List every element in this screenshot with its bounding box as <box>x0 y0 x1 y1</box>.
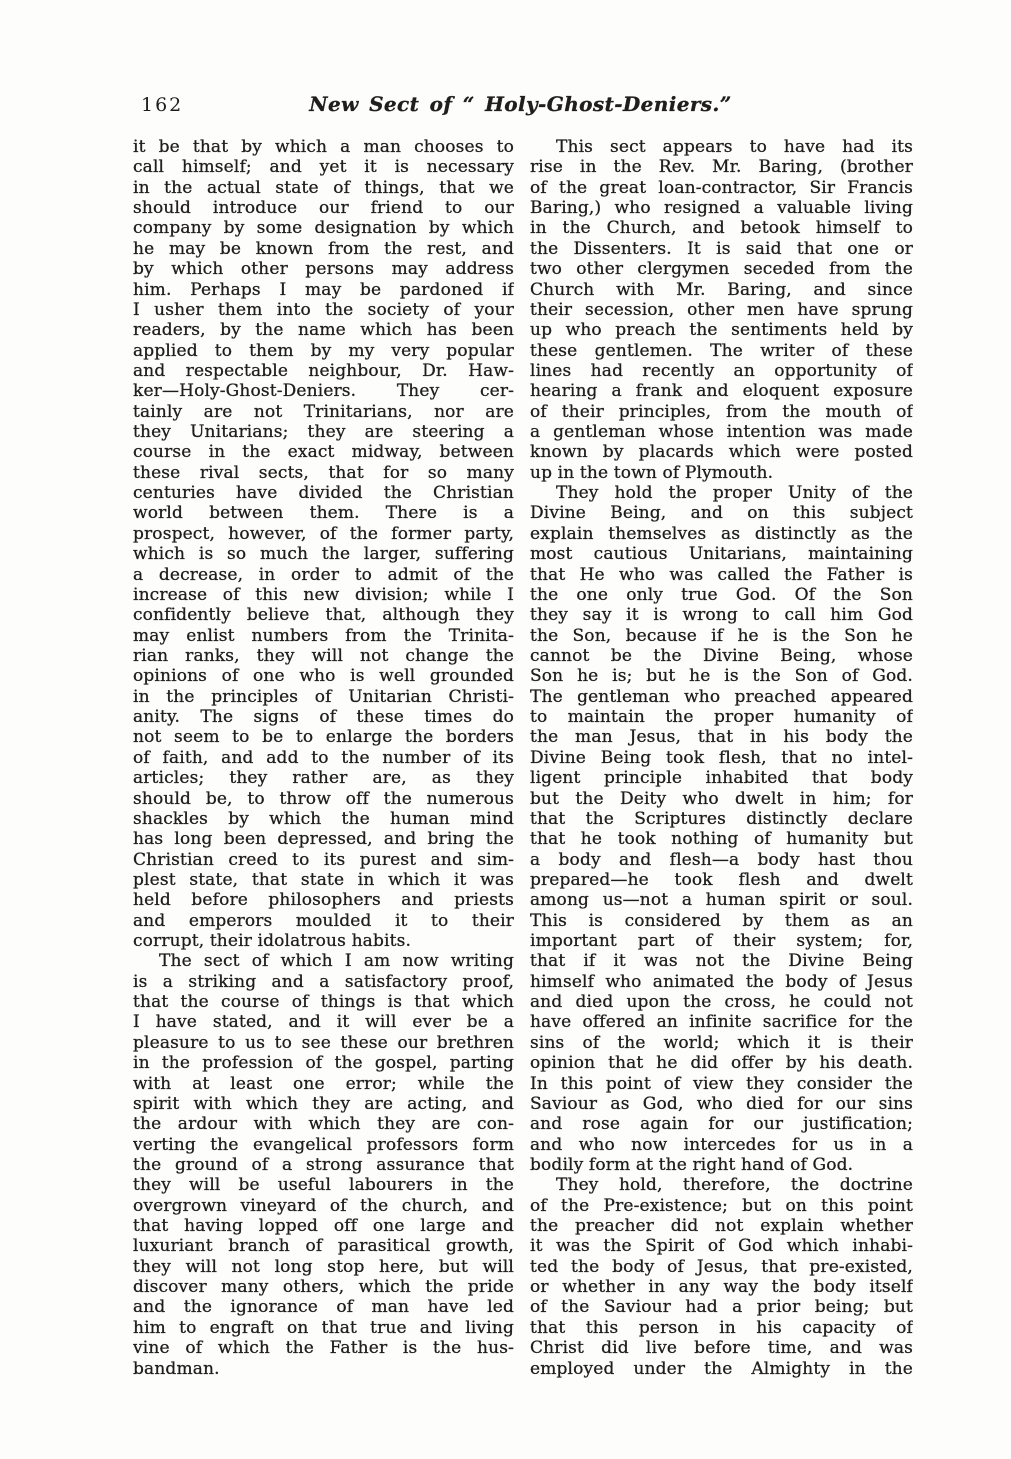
text-line: opinion that he did offer by his death. <box>530 1053 913 1074</box>
text-line: which is so much the larger, suffering <box>133 544 514 565</box>
text-line: the Dissenters. It is said that one or <box>530 238 913 259</box>
text-line: I have stated, and it will ever be a <box>133 1012 514 1033</box>
text-line: rian ranks, they will not change the <box>133 645 514 666</box>
text-line: himself who animated the body of Jesus <box>530 971 913 992</box>
text-line: Son he is; but he is the Son of God. <box>530 666 913 687</box>
text-line: discover many others, which the pride <box>133 1277 514 1298</box>
text-line: that the Scriptures distinctly declare <box>530 808 913 829</box>
text-line: This sect appears to have had its <box>556 137 913 157</box>
text-line: call himself; and yet it is necessary <box>133 157 514 178</box>
text-line: known by placards which were posted <box>530 442 913 463</box>
text-line: have offered an infinite sacrifice for the <box>530 1012 913 1033</box>
text-line: the preacher did not explain whether <box>530 1216 913 1237</box>
text-line: a body and flesh—a body hast thou <box>530 849 913 870</box>
text-line: spirit with which they are acting, and <box>133 1093 514 1114</box>
text-line: In this point of view they consider the <box>530 1073 913 1094</box>
text-line: the Son, because if he is the Son he <box>530 625 913 646</box>
text-line: and died upon the cross, he could not <box>530 992 913 1013</box>
text-line: The gentleman who preached appeared <box>530 686 913 707</box>
text-line: They hold, therefore, the doctrine <box>556 1175 913 1196</box>
column-right <box>530 137 913 1379</box>
text-line: these gentlemen. The writer of these <box>530 340 913 361</box>
text-line: they say it is wrong to call him God <box>530 605 913 626</box>
text-line: Saviour as God, who died for our sins <box>530 1093 913 1114</box>
text-line: should be, to throw off the numerous <box>133 788 514 809</box>
text-line: to maintain the proper humanity of <box>530 707 913 728</box>
text-line: and the ignorance of man have led <box>133 1297 514 1318</box>
text-line: opinions of one who is well grounded <box>133 666 514 687</box>
text-line: shackles by which the human mind <box>133 808 514 829</box>
text-line: confidently believe that, although they <box>133 605 514 626</box>
text-line: the man Jesus, that in his body the <box>530 727 913 748</box>
text-line: Baring,) who resigned a valuable living <box>530 198 913 219</box>
text-line: two other clergymen seceded from the <box>530 259 913 280</box>
text-line: applied to them by my very popular <box>133 340 514 361</box>
text-line: of their principles, from the mouth of <box>530 401 913 422</box>
text-line: they will not long stop here, but will <box>133 1256 514 1277</box>
text-line: plest state, that state in which it was <box>133 869 514 890</box>
text-line: The sect of which I am now writing <box>159 951 514 972</box>
text-line: is a striking and a satisfactory proof, <box>133 971 514 992</box>
page-number: 162 <box>141 94 184 116</box>
text-line: ted the body of Jesus, that pre-existed, <box>530 1256 913 1277</box>
text-line: corrupt, their idolatrous habits. <box>133 931 411 952</box>
text-line: that having lopped off one large and <box>133 1216 514 1237</box>
text-line: tainly are not Trinitarians, nor are <box>133 401 514 422</box>
text-line: a gentleman whose intention was made <box>530 422 913 443</box>
text-line: course in the exact midway, between <box>133 442 514 463</box>
text-line: in the profession of the gospel, parting <box>133 1053 514 1074</box>
text-line: and emperors moulded it to their <box>133 910 514 931</box>
text-line: held before philosophers and priests <box>133 890 514 911</box>
text-line: their secession, other men have sprung <box>530 299 913 320</box>
text-line: with at least one error; while the <box>133 1073 514 1094</box>
text-line: centuries have divided the Christian <box>133 483 514 504</box>
text-line: in the principles of Unitarian Christi- <box>133 686 514 707</box>
text-line: he may be known from the rest, and <box>133 238 514 259</box>
text-line: that the course of things is that which <box>133 992 514 1013</box>
page-title: New Sect of “ Holy-Ghost-Deniers.” <box>309 92 732 116</box>
text-line: a decrease, in order to admit of the <box>133 564 514 585</box>
text-line: it was the Spirit of God which inhabi- <box>530 1236 913 1257</box>
text-line: in the Church, and betook himself to <box>530 218 913 239</box>
text-line: that He who was called the Father is <box>530 564 913 585</box>
text-line: lines had recently an opportunity of <box>530 360 913 381</box>
text-line: of the Saviour had a prior being; but <box>530 1297 913 1318</box>
text-line: should introduce our friend to our <box>133 198 514 219</box>
text-line: and respectable neighbour, Dr. Haw- <box>133 360 514 381</box>
text-line: up who preach the sentiments held by <box>530 320 913 341</box>
text-line: ligent principle inhabited that body <box>530 768 913 789</box>
text-line: but the Deity who dwelt in him; for <box>530 788 913 809</box>
text-line: of faith, and add to the number of its <box>133 747 514 768</box>
text-line: prospect, however, of the former party, <box>133 523 514 544</box>
text-line: Divine Being, and on this subject <box>530 503 913 524</box>
text-line: these rival sects, that for so many <box>133 462 514 483</box>
text-line: vine of which the Father is the hus- <box>133 1338 514 1359</box>
text-line: hearing a frank and eloquent exposure <box>530 381 913 402</box>
text-line: the one only true God. Of the Son <box>530 584 913 605</box>
text-line: rise in the Rev. Mr. Baring, (brother <box>530 157 913 178</box>
text-line: it be that by which a man chooses to <box>133 137 514 157</box>
text-line: that he took nothing of humanity but <box>530 829 913 850</box>
text-line: in the actual state of things, that we <box>133 177 514 198</box>
text-line: of the Pre-existence; but on this point <box>530 1195 913 1216</box>
text-line: most cautious Unitarians, maintaining <box>530 544 913 565</box>
text-line: or whether in any way the body itself <box>530 1277 913 1298</box>
text-line: Divine Being took flesh, that no intel- <box>530 747 913 768</box>
text-line: may enlist numbers from the Trinita- <box>133 625 514 646</box>
text-line: Church with Mr. Baring, and since <box>530 279 913 300</box>
text-line: that if it was not the Divine Being <box>530 951 913 972</box>
text-line: anity. The signs of these times do <box>133 707 514 728</box>
text-line: company by some designation by which <box>133 218 514 239</box>
column-left <box>133 137 514 1379</box>
text-line: overgrown vineyard of the church, and <box>133 1195 514 1216</box>
text-line: world between them. There is a <box>133 503 514 524</box>
text-line: increase of this new division; while I <box>133 584 514 605</box>
text-line: the ardour with which they are con- <box>133 1114 514 1135</box>
text-line: bodily form at the right hand of God. <box>530 1154 854 1175</box>
text-line: Christian creed to its purest and sim- <box>133 849 514 870</box>
text-line: sins of the world; which it is their <box>530 1032 913 1053</box>
text-line: and rose again for our justification; <box>530 1114 913 1135</box>
text-line: luxuriant branch of parasitical growth, <box>133 1236 514 1257</box>
text-line: important part of their system; for, <box>530 931 913 952</box>
text-line: not seem to be to enlarge the borders <box>133 727 514 748</box>
text-line: him to engraft on that true and living <box>133 1317 514 1338</box>
text-line: I usher them into the society of your <box>133 299 514 320</box>
text-line: they Unitarians; they are steering a <box>133 422 514 443</box>
text-line: readers, by the name which has been <box>133 320 514 341</box>
text-line: has long been depressed, and bring the <box>133 829 514 850</box>
text-line: prepared—he took flesh and dwelt <box>530 869 913 890</box>
text-line: This is considered by them as an <box>530 910 913 931</box>
text-line: bandman. <box>133 1358 220 1379</box>
text-line: employed under the Almighty in the <box>530 1358 913 1379</box>
text-line: cannot be the Divine Being, whose <box>530 645 913 666</box>
text-line: they will be useful labourers in the <box>133 1175 514 1196</box>
text-line: ker—Holy-Ghost-Deniers. They cer- <box>133 381 514 402</box>
text-line: articles; they rather are, as they <box>133 768 514 789</box>
text-line: They hold the proper Unity of the <box>556 483 913 504</box>
text-line: of the great loan-contractor, Sir Francis <box>530 177 913 198</box>
text-line: that this person in his capacity of <box>530 1317 913 1338</box>
text-line: and who now intercedes for us in a <box>530 1134 913 1155</box>
text-line: up in the town of Plymouth. <box>530 462 774 483</box>
text-line: by which other persons may address <box>133 259 514 280</box>
text-line: him. Perhaps I may be pardoned if <box>133 279 514 300</box>
text-line: the ground of a strong assurance that <box>133 1154 514 1175</box>
text-line: among us—not a human spirit or soul. <box>530 890 913 911</box>
text-line: pleasure to us to see these our brethren <box>133 1032 514 1053</box>
text-line: Christ did live before time, and was <box>530 1338 913 1359</box>
text-line: explain themselves as distinctly as the <box>530 523 913 544</box>
text-line: verting the evangelical professors form <box>133 1134 514 1155</box>
